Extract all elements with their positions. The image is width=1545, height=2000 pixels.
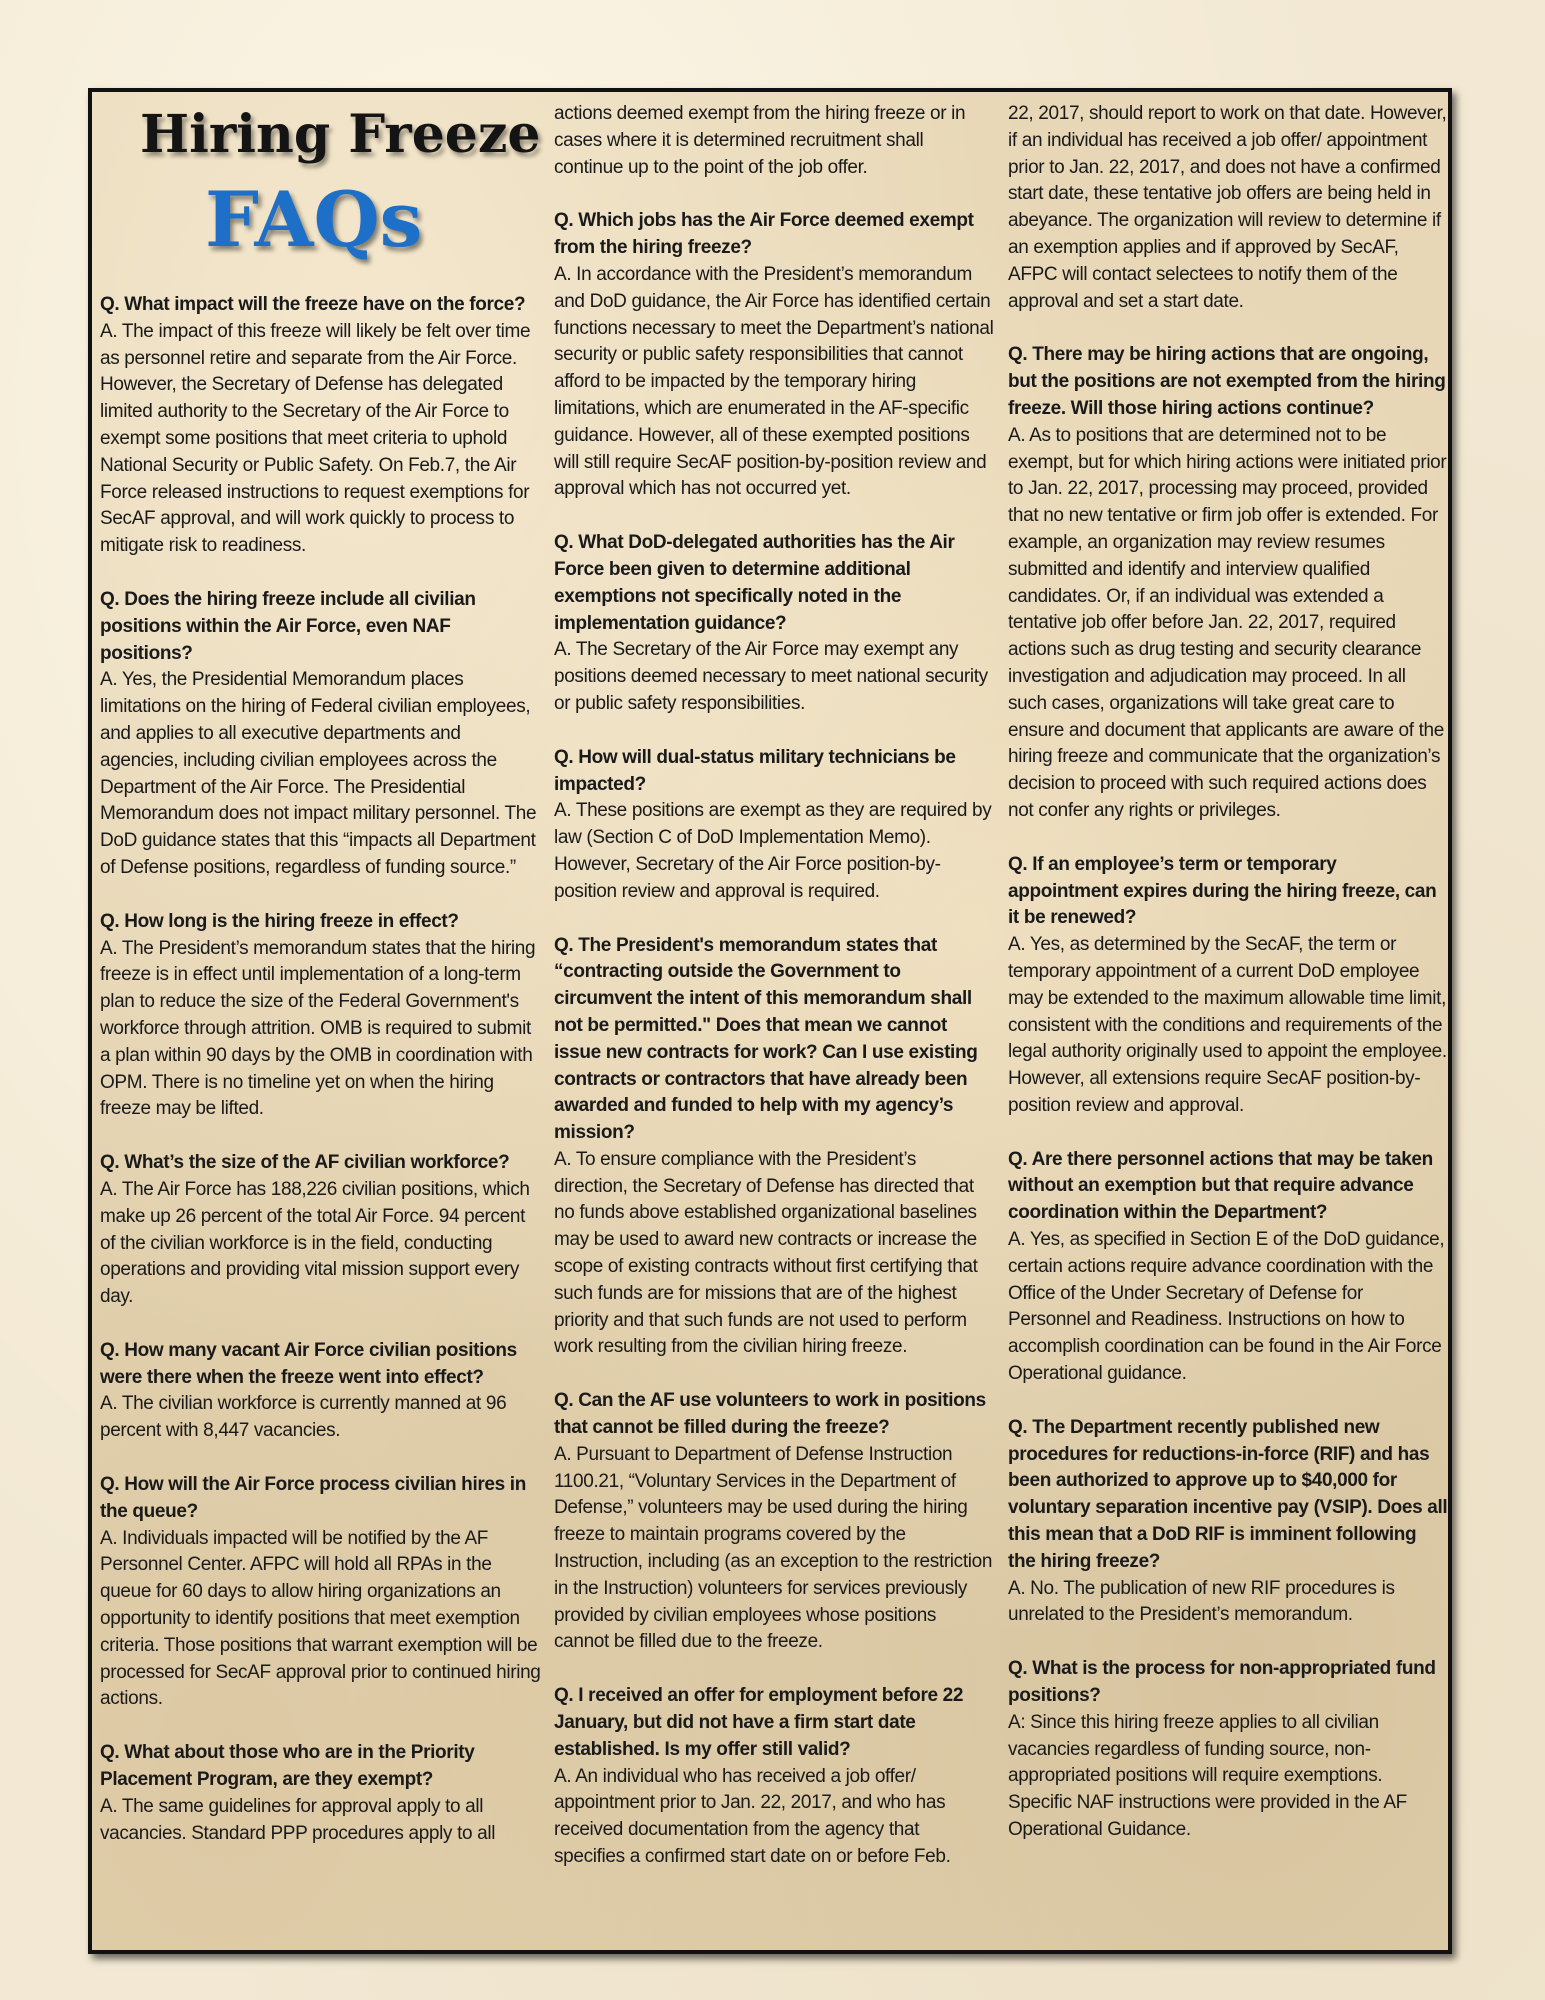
- faq-answer: A. Yes, the Presidential Memorandum places limitations on the hiring of Federal civilian employees, and applies to all executive departments and agencies, including civilian employees across the Department of the Air Force. The Presidential Memorandum does not impact military personnel. The DoD guidance states that this “impacts all Department of Defense positions, regardless of funding source.”: [100, 669, 537, 878]
- faq-question: Q. Can the AF use volunteers to work in positions that cannot be filled during the freeze?: [554, 1390, 986, 1439]
- faq-question: Q. The Department recently published new procedures for reductions-in-force (RIF) and has been authorized to approve up to $40,000 for voluntary separation incentive pay (VSIP). Does all this mean that a DoD RIF is imminent following the hiring freeze?: [1008, 1416, 1448, 1572]
- faq-question: Q. If an employee’s term or temporary appointment expires during the hiring freeze, can it be renewed?: [1008, 853, 1437, 929]
- faq-question: Q. How many vacant Air Force civilian positions were there when the freeze went into effect?: [100, 1339, 517, 1388]
- faq-item: [554, 745, 994, 906]
- title-hiring-freeze: Hiring Freeze: [140, 104, 541, 165]
- faq-item: [554, 208, 994, 503]
- column-1: [100, 292, 542, 1874]
- column-3: [1008, 101, 1448, 1871]
- faq-question: Q. Does the hiring freeze include all civilian positions within the Air Force, even NAF positions?: [100, 588, 476, 664]
- faq-question: Q. What’s the size of the AF civilian workforce?: [100, 1152, 510, 1174]
- faq-answer: A. The civilian workforce is currently manned at 96 percent with 8,447 vacancies.: [100, 1393, 507, 1442]
- faq-answer: A. As to positions that are determined not to be exempt, but for which hiring actions were initiated prior to Jan. 22, 2017, processing may proceed, provided that no new tentative or firm job offer is extended. For example, an organization may review resumes submitted and identify and interview qualified candidates. Or, if an individual was extended a tentative job offer before Jan. 22, 2017, required actions such as drug testing and security clearance investigation and adjudication may proceed. In all such cases, organizations will take great care to ensure and document that applicants are aware of the hiring freeze and communicate that the organization’s decision to proceed with such required actions does not confer any rights or privileges.: [1008, 424, 1447, 821]
- faq-item: [1008, 1656, 1448, 1844]
- faq-item: [1008, 852, 1448, 1120]
- faq-answer: A. Individuals impacted will be notified by the AF Personnel Center. AFPC will hold all RPAs in the queue for 60 days to allow hiring organizations an opportunity to identify positions that meet exemption criteria. Those positions that warrant exemption will be processed for SecAF approval prior to continued hiring actions.: [100, 1527, 541, 1710]
- faq-item: [1008, 101, 1448, 315]
- faq-question: Q. How will the Air Force process civilian hires in the queue?: [100, 1474, 526, 1522]
- faq-answer: A. The Air Force has 188,226 civilian positions, which make up 26 percent of the total Air Force. 94 percent of the civilian workforce is in the field, conducting operations and providing vital mission support every day.: [100, 1178, 530, 1308]
- faq-question: Q. Which jobs has the Air Force deemed exempt from the hiring freeze?: [554, 210, 974, 259]
- faq-answer: A. An individual who has received a job offer/ appointment prior to Jan. 22, 2017, and who has received documentation from the agency that specifies a confirmed start date on or before Feb.: [554, 1765, 951, 1868]
- faq-answer: A. Pursuant to Department of Defense Instruction 1100.21, “Voluntary Services in the Department of Defense,” volunteers may be used during the hiring freeze to maintain programs covered by the Instruction, including (as an exception to the restriction in the Instruction) volunteers for services previously provided by civilian employees whose positions cannot be filled due to the freeze.: [554, 1443, 993, 1653]
- faq-answer: A. Yes, as specified in Section E of the DoD guidance, certain actions require advance coordination with the Office of the Under Secretary of Defense for Personnel and Readiness. Instructions on how to accomplish coordination can be found in the Air Force Operational guidance.: [1008, 1229, 1445, 1385]
- faq-item: [1008, 1415, 1448, 1629]
- faq-answer: actions deemed exempt from the hiring freeze or in cases where it is determined recruitment shall continue up to the point of the job offer.: [554, 103, 966, 178]
- faq-item: [554, 1388, 994, 1656]
- faq-answer: A. The President’s memorandum states that the hiring freeze is in effect until implementation of a long-term plan to reduce the size of the Federal Government's workforce through attrition. OMB is required to submit a plan within 90 days by the OMB in coordination with OPM. There is no timeline yet on when the hiring freeze may be lifted.: [100, 937, 536, 1120]
- faq-answer: A: Since this hiring freeze applies to all civilian vacancies regardless of funding source, non-appropriated positions will require exemptions. Specific NAF instructions were provided in the AF Operational Guidance.: [1008, 1711, 1407, 1841]
- faq-item: [554, 1683, 994, 1871]
- faq-answer: A. The Secretary of the Air Force may exempt any positions deemed necessary to meet national security or public safety responsibilities.: [554, 639, 988, 714]
- faq-item: [100, 587, 542, 882]
- faq-item: [1008, 1147, 1448, 1388]
- faq-item: [100, 292, 542, 560]
- faq-answer: A. No. The publication of new RIF procedures is unrelated to the President’s memorandum.: [1008, 1577, 1395, 1626]
- faq-item: [100, 1150, 542, 1311]
- faq-item: [1008, 342, 1448, 824]
- faq-answer: A. The same guidelines for approval apply to all vacancies. Standard PPP procedures apply to all: [100, 1795, 496, 1844]
- faq-item: [554, 101, 994, 181]
- faq-item: [100, 909, 542, 1123]
- faq-question: Q. I received an offer for employment before 22 January, but did not have a firm start date established. Is my offer still valid?: [554, 1685, 964, 1760]
- faq-item: [554, 530, 994, 718]
- title-faqs: FAQs: [205, 175, 423, 264]
- faq-question: Q. How long is the hiring freeze in effect?: [100, 910, 459, 932]
- faq-question: Q. Are there personnel actions that may be taken without an exemption but that require advance coordination within the Department?: [1008, 1148, 1433, 1224]
- faq-answer: A. In accordance with the President’s memorandum and DoD guidance, the Air Force has identified certain functions necessary to meet the Department’s national security or public safety responsibilities that cannot afford to be impacted by the temporary hiring limitations, which are enumerated in the AF-specific guidance. However, all of these exempted positions will still require SecAF position-by-position review and approval which has not occurred yet.: [554, 263, 994, 500]
- faq-question: Q. How will dual-status military technicians be impacted?: [554, 746, 956, 795]
- header: [100, 100, 540, 280]
- faq-question: Q. There may be hiring actions that are ongoing, but the positions are not exempted from the hiring freeze. Will those hiring actions continue?: [1008, 344, 1446, 419]
- faq-question: Q. What is the process for non-appropriated fund positions?: [1008, 1658, 1436, 1707]
- faq-question: Q. What about those who are in the Priority Placement Program, are they exempt?: [100, 1742, 475, 1791]
- faq-answer: A. These positions are exempt as they are required by law (Section C of DoD Implementation Memo). However, Secretary of the Air Force position-by-position review and approval is required.: [554, 800, 992, 902]
- faq-item: [100, 1472, 542, 1713]
- column-2: [554, 101, 994, 1898]
- faq-answer: A. Yes, as determined by the SecAF, the term or temporary appointment of a current DoD employee may be extended to the maximum allowable time limit, consistent with the conditions and requirements of the legal authority originally used to appoint the employee. However, all extensions require SecAF position-by-position review and approval.: [1008, 934, 1447, 1116]
- faq-item: [100, 1338, 542, 1445]
- faq-item: [554, 933, 994, 1362]
- faq-question: Q. The President's memorandum states that “contracting outside the Government to circumvent the intent of this memorandum shall not be permitted." Does that mean we cannot issue new contracts for work? Can I use existing contracts or contractors that have already been awarded and funded to help with my agency’s mission?: [554, 934, 978, 1144]
- faq-answer: A. To ensure compliance with the President’s direction, the Secretary of Defense has directed that no funds above established organizational baselines may be used to award new contracts or increase the scope of existing contracts without first certifying that such funds are for missions that are of the highest priority and that such funds are not used to perform work resulting from the civilian hiring freeze.: [554, 1148, 978, 1358]
- faq-answer: 22, 2017, should report to work on that date. However, if an individual has received a job offer/ appointment prior to Jan. 22, 2017, and does not have a confirmed start date, these tentative job offers are being held in abeyance. The organization will review to determine if an exemption applies and if approved by SecAF, AFPC will contact selectees to notify them of the approval and set a start date.: [1008, 103, 1447, 312]
- faq-answer: A. The impact of this freeze will likely be felt over time as personnel retire and separate from the Air Force. However, the Secretary of Defense has delegated limited authority to the Secretary of the Air Force to exempt some positions that meet criteria to uphold National Security or Public Safety. On Feb.7, the Air Force released instructions to request exemptions for SecAF approval, and will work quickly to process to mitigate risk to readiness.: [100, 320, 531, 557]
- faq-question: Q. What impact will the freeze have on the force?: [100, 294, 526, 315]
- faq-question: Q. What DoD-delegated authorities has the Air Force been given to determine additional exemptions not specifically noted in the implementation guidance?: [554, 532, 955, 634]
- faq-item: [100, 1740, 542, 1847]
